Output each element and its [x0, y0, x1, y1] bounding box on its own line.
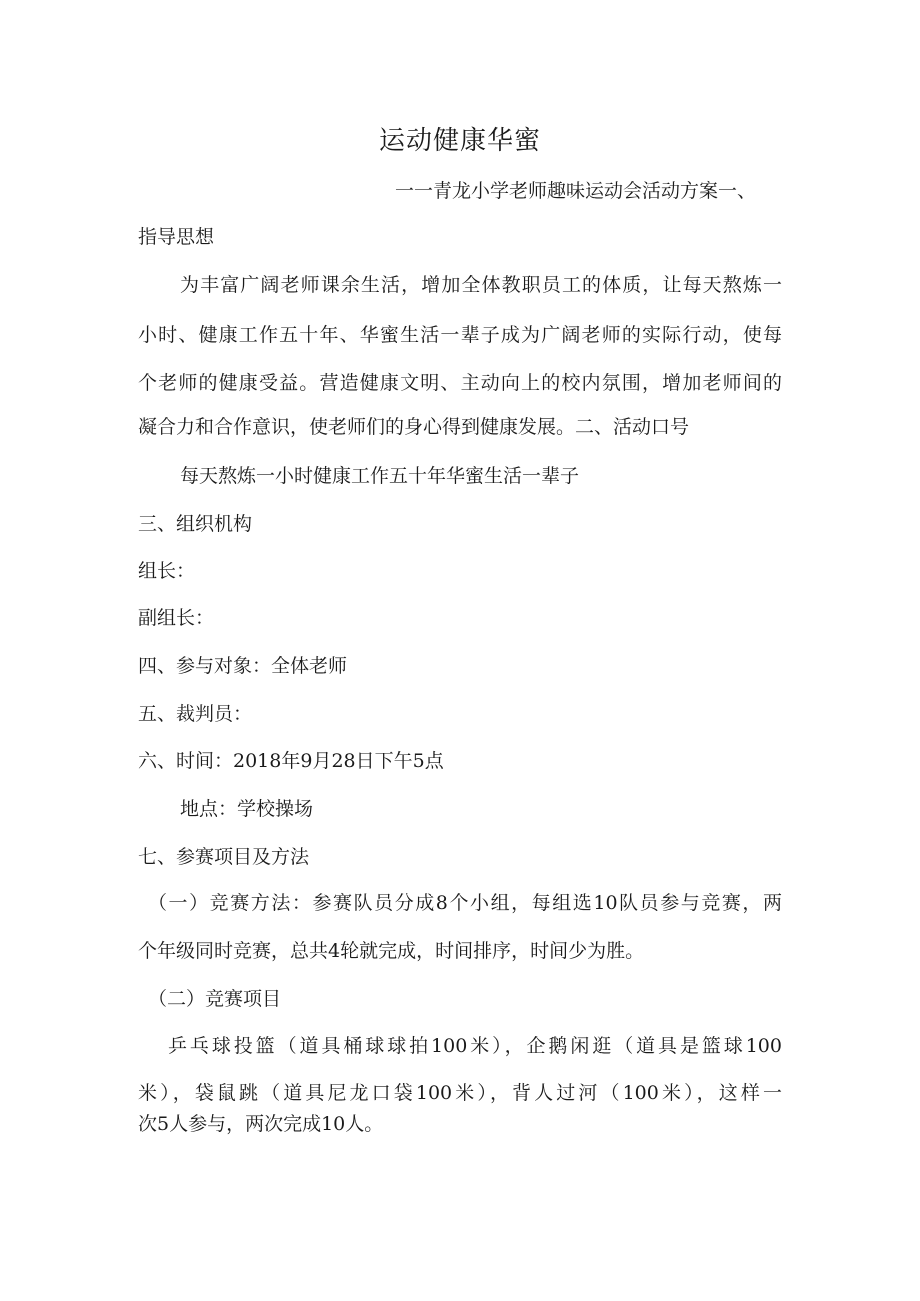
competition-method-line-1: （一）竞赛方法：参赛队员分成8个小组，每组选10队员参与竞赛，两: [148, 892, 782, 914]
document-title: 运动健康华蜜: [378, 126, 541, 156]
paragraph-line-4: 凝合力和合作意识，使老师们的身心得到健康发展。二、活动口号: [138, 416, 690, 438]
events-line-2: 米），袋鼠跳（道具尼龙口袋100米），背人过河（100米），这样一: [138, 1082, 782, 1104]
document-subtitle: 一一青龙小学老师趣味运动会活动方案一、: [395, 180, 757, 202]
heading-guiding-thought: 指导思想: [138, 226, 215, 248]
competition-events-heading: （二）竞赛项目: [148, 988, 282, 1010]
deputy-leader-line: 副组长：: [138, 607, 215, 629]
participants-line: 四、参与对象：全体老师: [138, 655, 348, 677]
heading-events-methods: 七、参赛项目及方法: [138, 846, 310, 868]
slogan-line: 每天熬炼一小时健康工作五十年华蜜生活一辈子: [180, 465, 580, 487]
heading-organization: 三、组织机构: [138, 513, 253, 535]
events-line-3: 次5人参与，两次完成10人。: [138, 1113, 384, 1135]
group-leader-line: 组长：: [138, 560, 196, 582]
location-line: 地点：学校操场: [180, 798, 314, 820]
referee-line: 五、裁判员：: [138, 703, 253, 725]
paragraph-line-3: 个老师的健康受益。营造健康文明、主动向上的校内氛围，增加老师间的: [138, 372, 782, 394]
events-line-1: 乒乓球投篮（道具桶球球拍100米），企鹅闲逛（道具是篮球100: [168, 1035, 782, 1057]
paragraph-line-2: 小时、健康工作五十年、华蜜生活一辈子成为广阔老师的实际行动，使每: [138, 324, 782, 346]
time-line: 六、时间：2018年9月28日下午5点: [138, 750, 444, 772]
paragraph-line-1: 为丰富广阔老师课余生活，增加全体教职员工的体质，让每天熬炼一: [180, 274, 782, 296]
competition-method-line-2: 个年级同时竞赛，总共4轮就完成，时间排序，时间少为胜。: [138, 940, 645, 962]
